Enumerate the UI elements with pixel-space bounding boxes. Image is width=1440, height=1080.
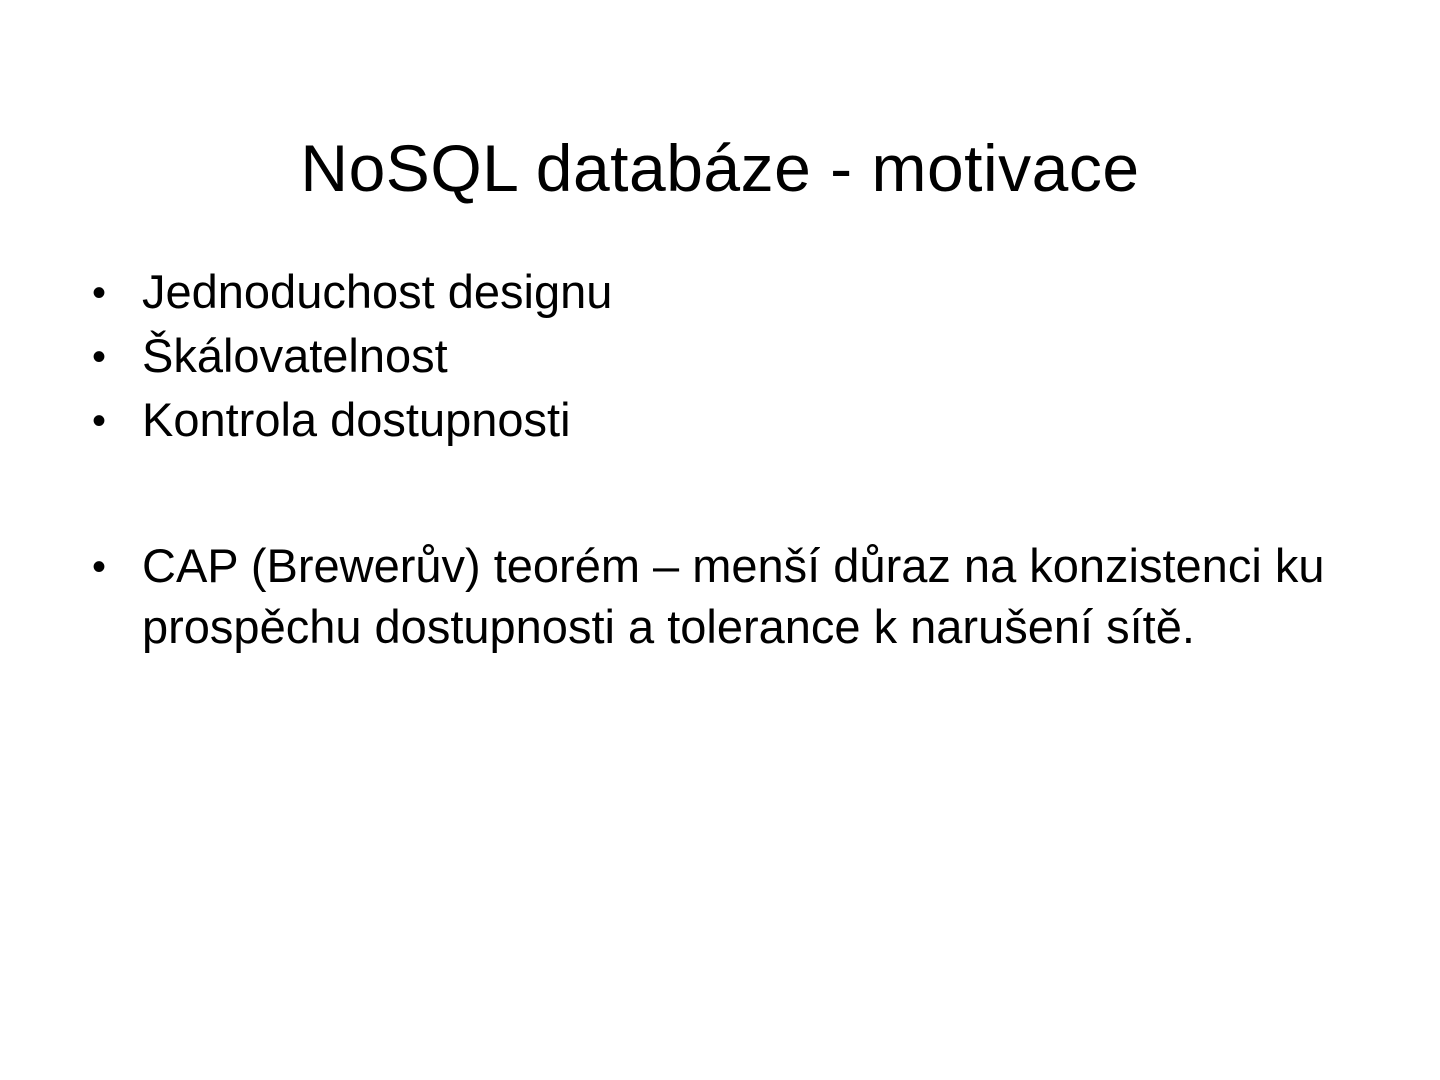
bullet-icon: • bbox=[92, 545, 107, 590]
bullet-icon: • bbox=[92, 335, 107, 380]
list-item-label: Jednoduchost designu bbox=[142, 265, 613, 318]
list-item-label: Škálovatelnost bbox=[142, 329, 448, 383]
list-item bbox=[78, 536, 1348, 656]
bullet-list bbox=[78, 262, 1348, 661]
list-item-spacer bbox=[78, 454, 1348, 532]
list-item-label: Kontrola dostupnosti bbox=[142, 393, 571, 447]
list-item-label: CAP (Brewerův) teorém – menší důraz na konzistenci ku prospěchu dostupnosti a tolerance k narušení sítě. bbox=[142, 539, 1338, 653]
bullet-icon: • bbox=[92, 399, 107, 444]
list-item bbox=[78, 326, 1348, 386]
bullet-icon: • bbox=[92, 271, 107, 315]
page-title: NoSQL databáze - motivace bbox=[300, 131, 1140, 206]
list-item bbox=[78, 262, 1348, 322]
list-item bbox=[78, 390, 1348, 450]
